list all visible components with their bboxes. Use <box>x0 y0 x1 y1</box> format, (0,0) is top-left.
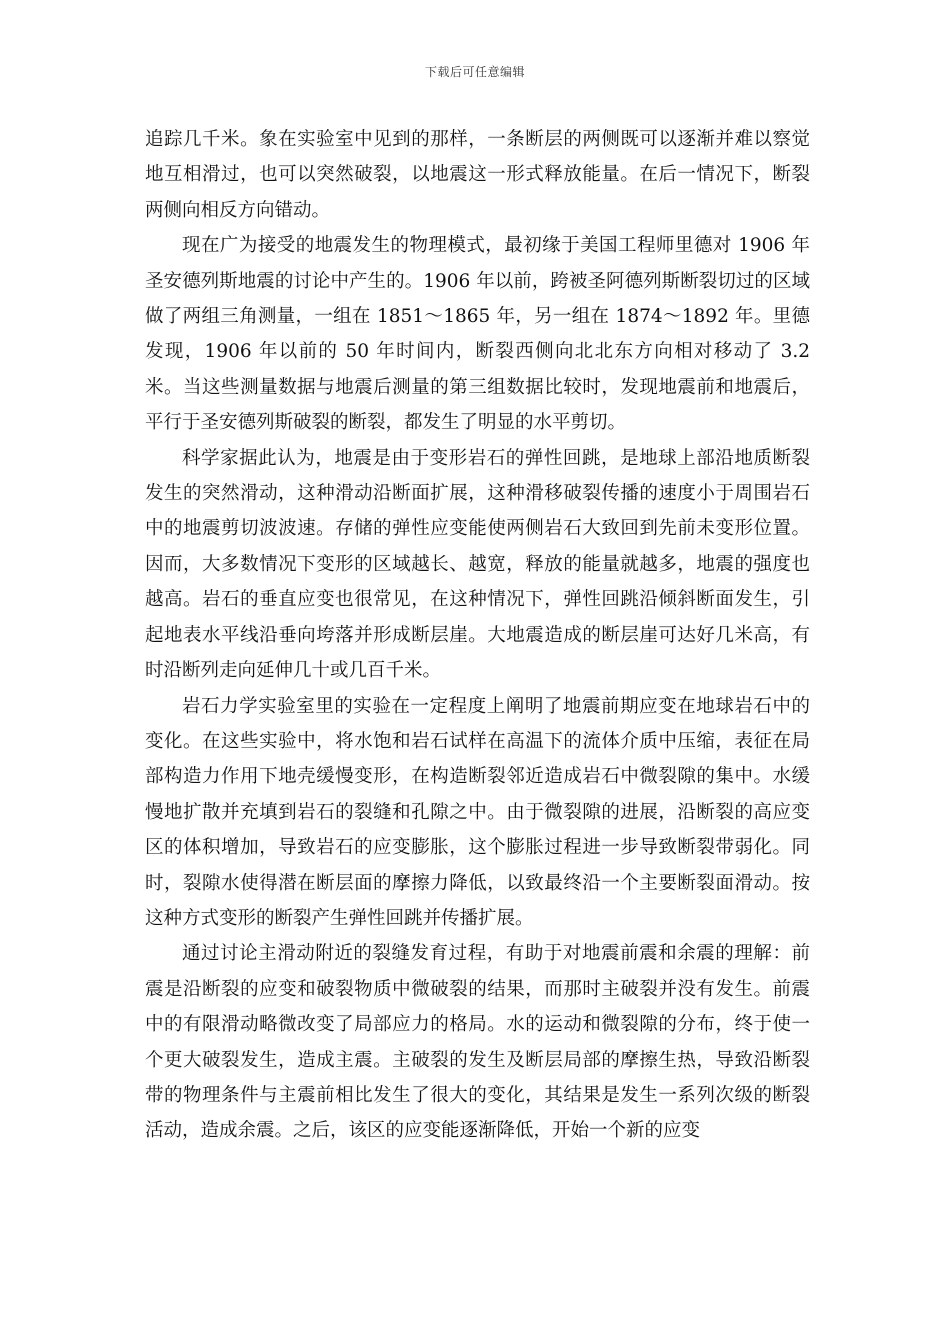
paragraph-1: 追踪几千米。象在实验室中见到的那样，一条断层的两侧既可以逐渐并难以察觉地互相滑过，也可以突然破裂，以地震这一形式释放能量。在后一情况下，断裂两侧向相反方向错动。 <box>145 129 810 221</box>
paragraph-3: 科学家据此认为，地震是由于变形岩石的弹性回跳，是地球上部沿地质断裂发生的突然滑动，这种滑动沿断面扩展，这种滑移破裂传播的速度小于周围岩石中的地震剪切波波速。存储的弹性应变能使两侧岩石大致回到先前未变形位置。因而，大多数情况下变形的区域越长、越宽，释放的能量就越多，地震的强度也越高。岩石的垂直应变也很常见，在这种情况下，弹性回跳沿倾斜断面发生，引起地表水平线沿垂向垮落并形成断层崖。大地震造成的断层崖可达好几米高，有时沿断列走向延伸几十或几百千米。 <box>145 447 810 682</box>
page-header: 下载后可任意编辑 <box>424 65 525 79</box>
paragraph-4: 岩石力学实验室里的实验在一定程度上阐明了地震前期应变在地球岩石中的变化。在这些实验中，将水饱和岩石试样在高温下的流体介质中压缩，表征在局部构造力作用下地壳缓慢变形，在构造断裂邻近造成岩石中微裂隙的集中。水缓慢地扩散并充填到岩石的裂缝和孔隙之中。由于微裂隙的进展，沿断裂的高应变区的体积增加，导致岩石的应变膨胀，这个膨胀过程进一步导致断裂带弱化。同时，裂隙水使得潜在断层面的摩擦力降低，以致最终沿一个主要断裂面滑动。按这种方式变形的断裂产生弹性回跳并传播扩展。 <box>145 695 810 929</box>
document-body <box>145 122 810 1149</box>
paragraph-2: 现在广为接受的地震发生的物理模式，最初缘于美国工程师里德对 1906 年圣安德列斯地震的讨论中产生的。1906 年以前，跨被圣阿德列斯断裂切过的区域做了两组三角测量，一组在 1851～1865 年，另一组在 1874～1892 年。里德发现，1906 年以前的 50 年时间内，断裂西侧向北北东方向相对移动了 3.2 米。当这些测量数据与地震后测量的第三组数据比较时，发现地震前和地震后，平行于圣安德列斯破裂的断裂，都发生了明显的水平剪切。 <box>145 235 810 434</box>
paragraph-5: 通过讨论主滑动附近的裂缝发育过程，有助于对地震前震和余震的理解：前震是沿断裂的应变和破裂物质中微破裂的结果，而那时主破裂并没有发生。前震中的有限滑动略微改变了局部应力的格局。水的运动和微裂隙的分布，终于使一个更大破裂发生，造成主震。主破裂的发生及断层局部的摩擦生热，导致沿断裂带的物理条件与主震前相比发生了很大的变化，其结果是发生一系列次级的断裂活动，造成余震。之后，该区的应变能逐渐降低，开始一个新的应变 <box>145 943 810 1142</box>
